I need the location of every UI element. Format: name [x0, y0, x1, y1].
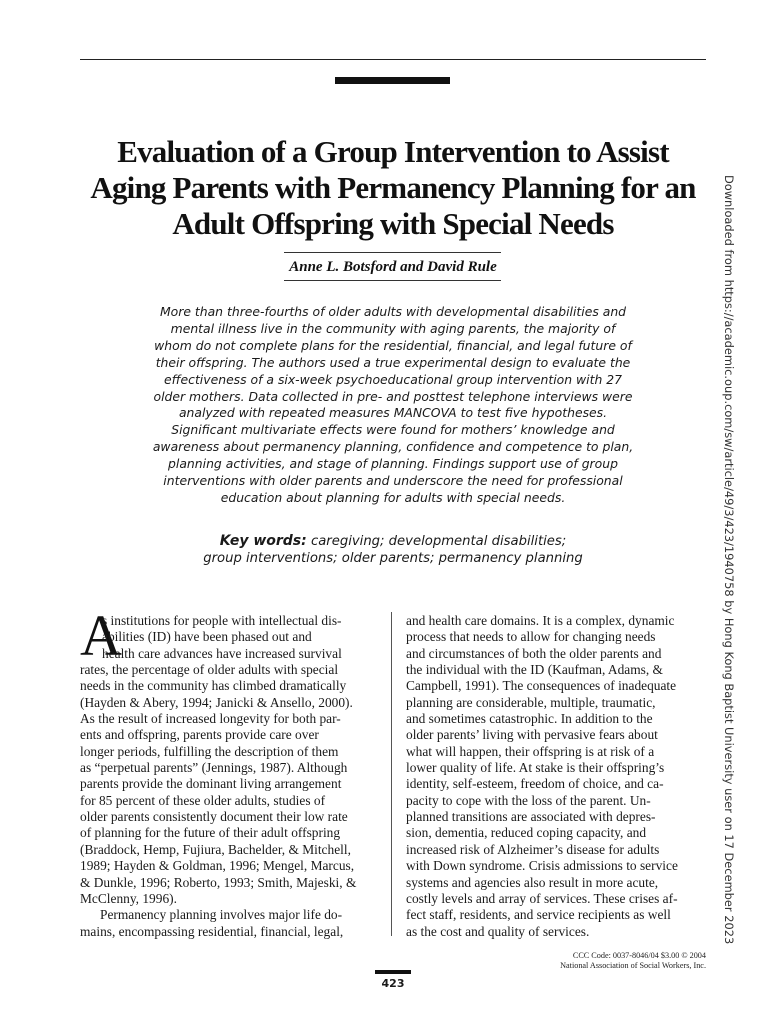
- abstract-line: analyzed with repeated measures MANCOVA to test five hypotheses.: [178, 405, 608, 421]
- abstract-line: whom do not complete plans for the residential, financial, and legal future of: [154, 337, 632, 353]
- body-line: as the cost and quality of services.: [406, 923, 590, 939]
- abstract-line: mental illness live in the community with aging parents, the majority of: [170, 320, 616, 336]
- title-line: Evaluation of a Group Intervention to Assist: [117, 134, 669, 169]
- body-line: 1989; Hayden & Goldman, 1996; Mengel, Marcus,: [80, 858, 355, 874]
- abstract-line: Significant multivariate effects were found for mothers’ knowledge and: [171, 422, 615, 438]
- body-line: costly levels and array of services. These crises af-: [406, 890, 678, 906]
- publisher-name: National Association of Social Workers, Inc.: [560, 961, 706, 970]
- body-line: older parents consistently document their low rate: [80, 809, 348, 825]
- body-line: abilities (ID) have been phased out and: [102, 629, 312, 645]
- author-names: Anne L. Botsford and David Rule: [289, 259, 497, 275]
- abstract-line: planning activities, and stage of planning. Findings support use of group: [168, 456, 618, 472]
- download-watermark: Downloaded from https://academic.oup.com/sw/article/49/3/423/1940758 by Hong Kong Baptist University user on 17 December 2023: [722, 175, 736, 945]
- body-column-left: [80, 613, 380, 940]
- body-line: the individual with the ID (Kaufman, Adams, &: [406, 662, 663, 678]
- body-line: process that needs to allow for changing needs: [406, 629, 656, 645]
- body-line: Campbell, 1991). The consequences of inadequate: [406, 678, 677, 694]
- body-line: rates, the percentage of older adults with special: [80, 662, 339, 678]
- header-bar: [335, 77, 450, 84]
- body-line: longer periods, fulfilling the description of them: [80, 743, 339, 759]
- ccc-code: CCC Code: 0037-8046/04 $3.00 © 2004: [572, 951, 706, 960]
- article-title: [80, 134, 706, 242]
- body-line: increased risk of Alzheimer’s disease for adults: [406, 841, 660, 857]
- keywords: [120, 533, 666, 567]
- body-line: planned transitions are associated with depres-: [406, 809, 656, 825]
- body-line: s institutions for people with intellectual dis-: [102, 613, 342, 628]
- body-column-right: [406, 613, 706, 940]
- author-rule-top: [284, 252, 501, 253]
- body-line: for 85 percent of these older adults, studies of: [80, 792, 326, 808]
- abstract: [140, 304, 646, 507]
- keywords-text-1: caregiving; developmental disabilities;: [310, 534, 567, 549]
- body-line: (Hayden & Abery, 1994; Janicki & Ansello, 2000).: [80, 694, 353, 710]
- body-line: what will happen, their offspring is at risk of a: [406, 743, 655, 759]
- abstract-line: interventions with older parents and underscore the need for professional: [163, 473, 623, 489]
- keywords-line-1: [120, 533, 666, 550]
- keywords-text-2: group interventions; older parents; permanency planning: [203, 551, 583, 566]
- body-line: older parents’ living with pervasive fears about: [406, 727, 658, 743]
- body-line: with Down syndrome. Crisis admissions to service: [406, 858, 678, 874]
- body-line: McClenny, 1996).: [80, 890, 177, 906]
- body-line: & Dunkle, 1996; Roberto, 1993; Smith, Majeski, &: [80, 874, 357, 890]
- abstract-line: awareness about permanency planning, confidence and competence to plan,: [152, 439, 634, 455]
- copyright-notice: [560, 951, 706, 971]
- header-rule: [80, 59, 706, 60]
- body-line: and sometimes catastrophic. In addition to the: [406, 711, 653, 727]
- keywords-label: Key words:: [219, 533, 307, 549]
- body-line: As the result of increased longevity for both par-: [80, 711, 341, 727]
- abstract-line: their offspring. The authors used a true experimental design to evaluate the: [155, 354, 631, 370]
- abstract-line: older mothers. Data collected in pre- and posttest telephone interviews were: [153, 388, 633, 404]
- body-line: identity, self-esteem, freedom of choice, and ca-: [406, 776, 664, 792]
- body-line: systems and agencies also result in more acute,: [406, 874, 659, 890]
- body-line: planning are considerable, multiple, traumatic,: [406, 694, 656, 710]
- body-line: ents and offspring, parents provide care over: [80, 727, 319, 743]
- abstract-line: education about planning for adults with special needs.: [220, 489, 566, 505]
- body-line: lower quality of life. At stake is their offspring’s: [406, 760, 665, 776]
- drop-cap: A: [80, 603, 122, 668]
- body-line: mains, encompassing residential, financial, legal,: [80, 923, 344, 939]
- body-line: and health care domains. It is a complex, dynamic: [406, 613, 675, 628]
- page-number: 423: [381, 977, 405, 990]
- body-line: fect staff, residents, and service recipients as well: [406, 907, 671, 923]
- footer-bar: [375, 970, 411, 974]
- body-line: parents provide the dominant living arrangement: [80, 776, 342, 792]
- body-line: Permanency planning involves major life do-: [100, 907, 343, 923]
- body-line: of planning for the future of their adult offspring: [80, 825, 341, 841]
- body-line: pacity to cope with the loss of the parent. Un-: [406, 792, 651, 808]
- body-line: needs in the community has climbed dramatically: [80, 678, 347, 694]
- title-line: Aging Parents with Permanency Planning for an: [90, 170, 696, 205]
- body-line: as “perpetual parents” (Jennings, 1987). Although: [80, 760, 348, 776]
- author-rule-bottom: [284, 280, 501, 281]
- body-line: (Braddock, Hemp, Fujiura, Bachelder, & Mitchell,: [80, 841, 351, 857]
- body-line: sion, dementia, reduced coping capacity, and: [406, 825, 647, 841]
- body-line: and circumstances of both the older parents and: [406, 645, 662, 661]
- body-line: health care advances have increased survival: [102, 645, 342, 661]
- column-divider: [391, 612, 392, 936]
- abstract-line: effectiveness of a six-week psychoeducational group intervention with 27: [163, 371, 623, 387]
- abstract-line: More than three-fourths of older adults with developmental disabilities and: [159, 304, 627, 319]
- title-line: Adult Offspring with Special Needs: [172, 206, 614, 241]
